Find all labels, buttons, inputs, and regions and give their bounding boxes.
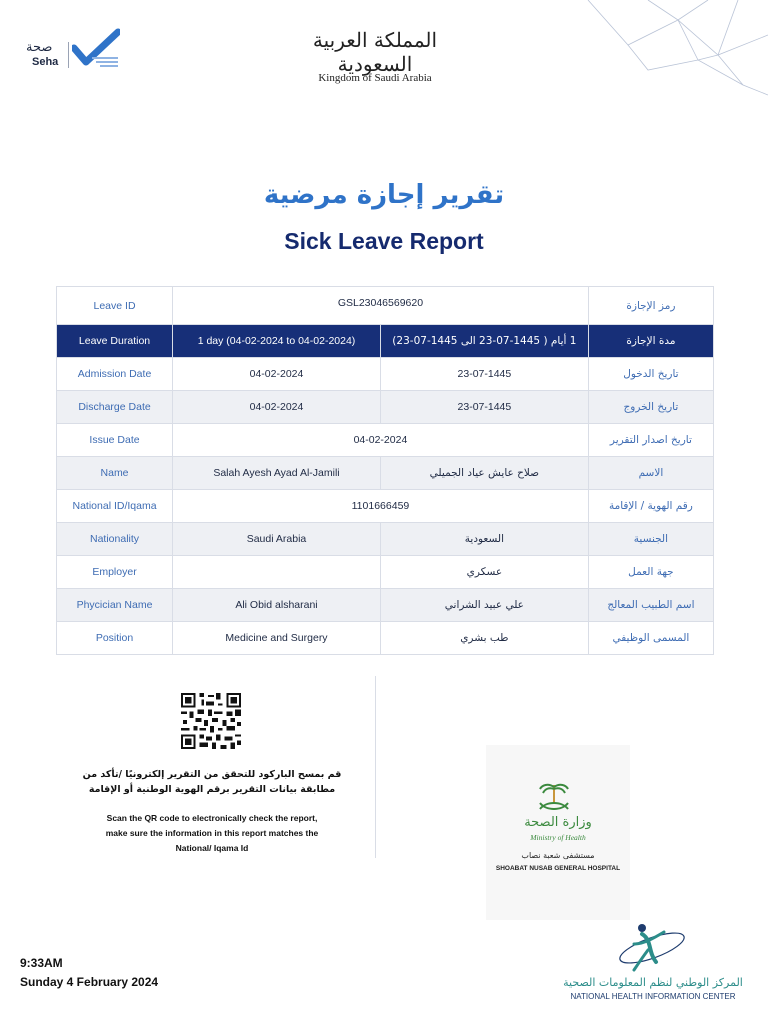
- value-issue-date: 04-02-2024: [173, 424, 589, 457]
- ministry-name-arabic: وزارة الصحة: [524, 815, 592, 830]
- value-leave-duration-en: 1 day (04-02-2024 to 04-02-2024): [173, 325, 381, 358]
- qr-instructions-english: [82, 811, 342, 856]
- report-title-arabic: تقرير إجازة مرضية: [263, 180, 505, 210]
- label-employer-ar: جهة العمل: [588, 556, 713, 589]
- palm-swords-emblem-icon: [534, 781, 574, 817]
- table-row-discharge-date: [57, 391, 714, 424]
- table-row-physician: [57, 589, 714, 622]
- value-name-ar: صلاح عايش عياد الجميلي: [380, 457, 588, 490]
- table-row-admission-date: [57, 358, 714, 391]
- label-discharge-date-ar: تاريخ الخروج: [588, 391, 713, 424]
- value-discharge-date-en: 04-02-2024: [173, 391, 381, 424]
- table-row-leave-duration: [57, 325, 714, 358]
- label-national-id-en: National ID/Iqama: [57, 490, 173, 523]
- label-leave-duration-en: Leave Duration: [57, 325, 173, 358]
- label-nationality-ar: الجنسية: [588, 523, 713, 556]
- label-discharge-date-en: Discharge Date: [57, 391, 173, 424]
- value-physician-ar: علي عبيد الشراني: [380, 589, 588, 622]
- table-row-position: [57, 622, 714, 655]
- ministry-of-health-stamp: [486, 745, 630, 920]
- value-position-ar: طب بشري: [380, 622, 588, 655]
- value-position-en: Medicine and Surgery: [173, 622, 381, 655]
- table-row-employer: [57, 556, 714, 589]
- hospital-name-english: SHOABAT NUSAB GENERAL HOSPITAL: [495, 865, 621, 872]
- label-leave-duration-ar: مدة الإجازة: [588, 325, 713, 358]
- label-position-ar: المسمى الوظيفي: [588, 622, 713, 655]
- table-row-nationality: [57, 523, 714, 556]
- qr-instructions-english-line-2: make sure the information in this report matches the: [105, 828, 319, 838]
- label-physician-en: Phycician Name: [57, 589, 173, 622]
- label-physician-ar: اسم الطبيب المعالج: [588, 589, 713, 622]
- seha-logo-divider: [68, 42, 69, 68]
- value-admission-date-en: 04-02-2024: [173, 358, 381, 391]
- label-admission-date-en: Admission Date: [57, 358, 173, 391]
- label-employer-en: Employer: [57, 556, 173, 589]
- qr-instructions-arabic-line-2: مطابقة بيانات التقرير برقم الهوية الوطنية أو الإقامة: [88, 784, 336, 795]
- report-title-english: Sick Leave Report: [284, 228, 484, 254]
- value-nationality-en: Saudi Arabia: [173, 523, 381, 556]
- nhic-name-english: NATIONAL HEALTH INFORMATION CENTER: [570, 992, 736, 1001]
- table-row-national-id: [57, 490, 714, 523]
- value-nationality-ar: السعودية: [380, 523, 588, 556]
- seha-logo-english: Seha: [32, 56, 59, 68]
- label-name-ar: الاسم: [588, 457, 713, 490]
- value-discharge-date-ar: 23-07-1445: [380, 391, 588, 424]
- report-table: [56, 286, 714, 655]
- print-time: 9:33AM: [20, 956, 63, 970]
- kingdom-logo-arabic: المملكة العربية السعودية: [312, 28, 438, 76]
- label-name-en: Name: [57, 457, 173, 490]
- ministry-name-english: Ministry of Health: [530, 833, 586, 842]
- nhic-logo-icon: [612, 918, 692, 978]
- qr-code-icon[interactable]: [181, 693, 241, 749]
- label-national-id-ar: رقم الهوية / الإقامة: [588, 490, 713, 523]
- kingdom-logo-english: Kingdom of Saudi Arabia: [318, 72, 432, 84]
- label-issue-date-ar: تاريخ اصدار التقرير: [588, 424, 713, 457]
- value-admission-date-ar: 23-07-1445: [380, 358, 588, 391]
- qr-instructions-arabic-line-1: قم بمسح الباركود للتحقق من التقرير إلكترونيًا /تأكد من: [82, 769, 342, 780]
- table-row-issue-date: [57, 424, 714, 457]
- nhic-name-arabic: المركز الوطني لنظم المعلومات الصحية: [563, 976, 743, 989]
- value-national-id: 1101666459: [173, 490, 589, 523]
- table-row-name: [57, 457, 714, 490]
- table-row-leave-id: [57, 287, 714, 325]
- qr-instructions-english-line-1: Scan the QR code to electronically check the report,: [106, 813, 318, 823]
- hospital-name-arabic: مستشفى شعبة نصاب: [521, 851, 595, 860]
- seha-check-icon: [72, 28, 120, 68]
- decorative-network-lines: [568, 0, 768, 100]
- label-leave-id-ar: رمز الإجازة: [588, 287, 713, 325]
- value-leave-id: GSL23046569620: [173, 287, 589, 325]
- label-leave-id-en: Leave ID: [57, 287, 173, 325]
- value-employer-ar: عسكري: [380, 556, 588, 589]
- label-nationality-en: Nationality: [57, 523, 173, 556]
- print-date: Sunday 4 February 2024: [20, 975, 159, 989]
- value-name-en: Salah Ayesh Ayad Al-Jamili: [173, 457, 381, 490]
- value-physician-en: Ali Obid alsharani: [173, 589, 381, 622]
- kingdom-logo: [300, 28, 450, 84]
- seha-logo-arabic: صحة: [26, 40, 53, 55]
- label-admission-date-ar: تاريخ الدخول: [588, 358, 713, 391]
- value-leave-duration-ar: 1 أيام ( 1445-07-23 الى 1445-07-23): [380, 325, 588, 358]
- value-employer-en: [173, 556, 381, 589]
- qr-instructions-english-line-3: National/ Iqama Id: [175, 843, 249, 853]
- section-divider: [375, 676, 376, 858]
- label-issue-date-en: Issue Date: [57, 424, 173, 457]
- qr-instructions-arabic: [82, 767, 342, 797]
- label-position-en: Position: [57, 622, 173, 655]
